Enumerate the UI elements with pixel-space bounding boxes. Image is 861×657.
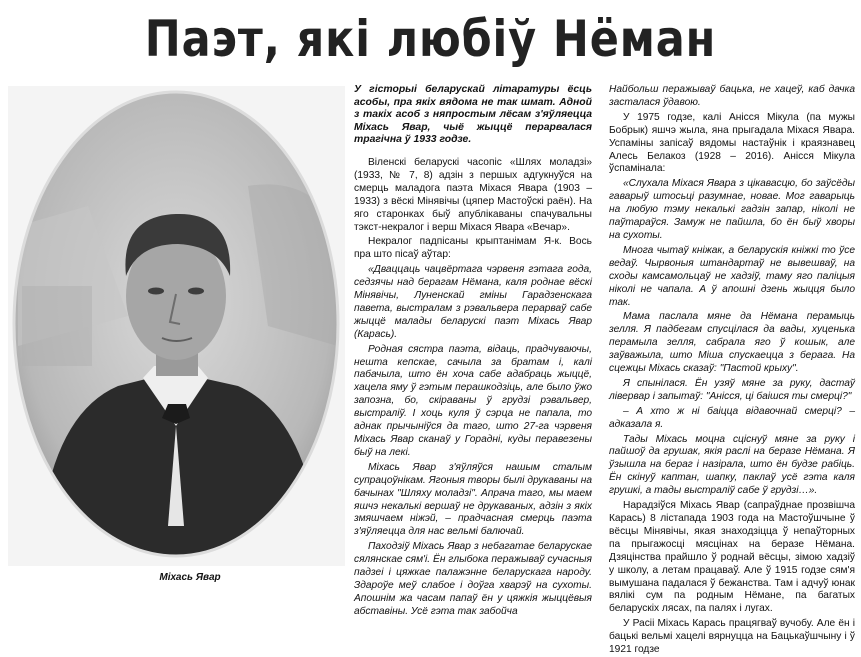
- quote-paragraph: – А хто ж ні баіцца відавочнай смерці? – адказала я.: [609, 405, 855, 430]
- portrait-photo: [8, 86, 345, 566]
- paragraph: Найбольш перажываў бацька, не хацеў, каб дачка засталася ўдавою.: [609, 84, 855, 108]
- quote-paragraph: «Дваццаць чацвёртага чэрвеня гэтага года, седзячы над берагам Нёмана, каля роднае вёскі Мінявічы, Луненскай гміны Гарадзенскага павета, выстралам з рэвальвера перарваў сабе жыццё малады беларускі паэт Міхась Явар (Карась).: [354, 264, 592, 340]
- paragraph: Некралог падпісаны крыптанімам Я-к. Вось пра што пісаў аўтар:: [354, 236, 592, 261]
- quote-paragraph: «Слухала Міхася Явара з цікавасцю, бо заўсёды гаварыў штосьці разумнае, новае. Мог гаварыць на любую тэму некалькі гадзін запар, ніколі не паўтараўся. Замуж не пайшла, бо ён быў хворы на сухоты.: [609, 178, 855, 241]
- quote-paragraph: Паходзіў Міхась Явар з небагатае беларускае сялянскае сям'і. Ён глыбока перажываў сучасныя падзеі і цяжкае палажэнне беларускага народу. Здароўе меў слабое і доўга хварэў на сухоты. Апошнім жа часам папаў ён у цяжкія жыццёвыя абставіны. Усё гэта так забойча: [354, 541, 592, 617]
- article-lead: У гісторыі беларускай літаратуры ёсць асобы, пра якіх вядома не так шмат. Адной з такіх асоб з няпростым лёсам з'яўляецца Міхась Явар, чыё жыццё перарвалася трагічна ў 1933 годзе.: [354, 84, 592, 146]
- headline: Паэт, які любіў Нёман: [144, 10, 717, 68]
- paragraph: У Расіі Міхась Карась працягваў вучобу. Але ён і бацькі вельмі хацелі вярнуцца на Бацькаўшчыну і ў 1921 годзе: [609, 618, 855, 656]
- quote-paragraph: Міхась Явар з'яўляўся нашым сталым супрацоўнікам. Ягоныя творы былі друкаваны на бачынах "Шляху моладзі". Апрача таго, мы маем яшчэ некалькі вершаў не друкаваных, адзін з якіх змяшчаем ніжэй, – прадчасная смерць паэта з'яўляецца для нас вельмі балючай.: [354, 461, 592, 538]
- paragraph: У 1975 годзе, калі Анісся Мікула (па мужы Бобрык) яшчэ жыла, яна прыгадала Міхася Явара. Успаміны запісаў вядомы настаўнік і краязнавец Алесь Белакоз (1928 – 2016). Анісся Мікула ўспамінала:: [609, 111, 855, 175]
- quote-paragraph: Мама паслала мяне да Нёмана перамыць зелля. Я падбегам спусцілася да вады, хуценька перамыла зелля, сабрала яго ў кошык, але заўважыла, што Міша спускаецца з берага. На сцежцы Міхась сказаў: "Пастой крыху".: [609, 311, 855, 375]
- quote-paragraph: Тады Міхась моцна сціснуў мяне за руку і пайшоў да грушак, якія раслі на беразе Нёмана. Я ўзышла на бераг і назірала, што ён будзе рабіць. Ён скінуў каптан, шапку, паклаў усё гэта каля грушкі, а тады выстраліў сабе ў грудзі…».: [609, 433, 855, 497]
- photo-caption: Міхась Явар: [159, 572, 221, 583]
- paragraph: Віленскі беларускі часопіс «Шлях моладзі» (1933, № 7, 8) адзін з першых адгукнуўся на смерць маладога паэта Міхася Явара (1903 – 1933) з вёскі Мінявічы (цяпер Мастоўскі раён). На яго старонках быў апублікаваны спачувальны тэкст-некралог і верш Міхася Явара «Вечар».: [354, 156, 592, 233]
- quote-paragraph: Родная сястра паэта, відаць, прадчуваючы, нешта кепскае, сачыла за братам і, калі пабачыла, што ён хоча сабе адабраць жыццё, хацела яму ў гэтым перашкодзіць, але было ўжо запозна, бо, скіраваны ў грудзі рэвальвер, выстраліў. І хоць куля ў сэрца не папала, то аднак прычыніўся да таго, што 27-га чэрвеня Міхась Явар сканаў у Горадні, куды перавезены быў на лекі.: [354, 343, 592, 458]
- paragraph: Нарадзіўся Міхась Явар (сапраўднае прозвішча Карась) 8 лістапада 1903 года на Мастоўшчыне ў вёсцы Мінявічы, якая знаходзіцца ў непаўторных па прыгажосці мясцінах на беразе Нёмана. Дзяцінства прайшло ў роднай вёсцы, зімою хадзіў у школу, а летам працаваў. Але ў 1915 годзе сям'я вымушана падалася ў бежанства. Там і адчуў юнак вялікі сум па родным Нёмане, па багатых беларускіх лясах, па палях і лугах.: [609, 500, 855, 615]
- quote-paragraph: Я спынілася. Ён узяў мяне за руку, дастаў лівервар і запытаў: "Анісся, ці баішся ты смерці?": [609, 377, 855, 402]
- quote-paragraph: Многа чытаў кніжак, а беларускія кніжкі то ўсе ведаў. Чырвоныя штандартаў не вывешваў, на сходы камсамольцаў не хадзіў, таму яго паліцыя ніколі не чапала. А ў апошні дзень жыцця было так.: [609, 244, 855, 308]
- article-column-2: [609, 84, 855, 656]
- portrait-image: [8, 86, 345, 566]
- article-column-1: [354, 84, 592, 617]
